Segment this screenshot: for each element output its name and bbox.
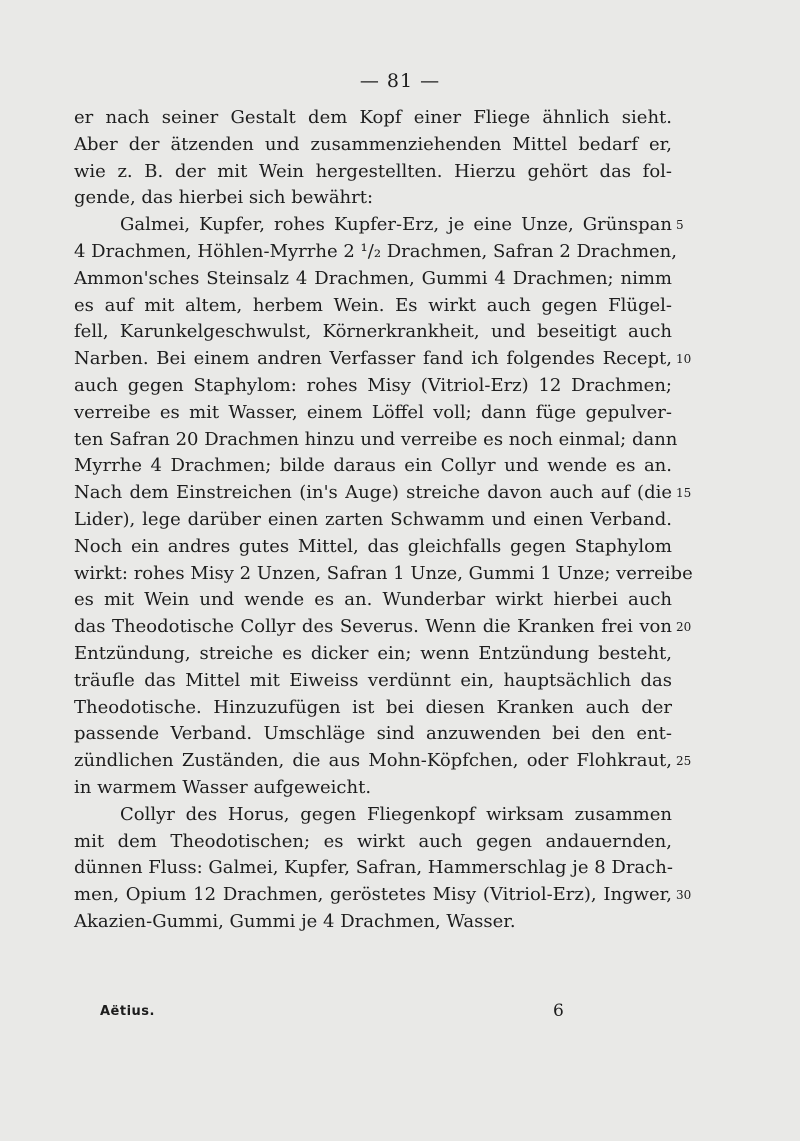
line-number: 5 <box>676 218 684 232</box>
footer-signature: Aëtius. <box>100 1004 155 1019</box>
text-line: Lider), lege darüber einen zarten Schwamm und einen Verband. <box>74 508 672 530</box>
text-line: es mit Wein und wende es an. Wunderbar wirkt hierbei auch <box>74 589 672 611</box>
text-line: mit dem Theodotischen; es wirkt auch gegen andauernden, <box>74 830 672 852</box>
text-line: 4 Drachmen, Höhlen-Myrrhe 2 ¹/₂ Drachmen, Safran 2 Drachmen, <box>74 240 677 262</box>
line-number: 20 <box>676 620 692 634</box>
line-number: 30 <box>676 888 692 902</box>
text-line: Noch ein andres gutes Mittel, das gleichfalls gegen Staphylom <box>74 535 672 557</box>
text-line: Aber der ätzenden und zusammenziehenden Mittel bedarf er, <box>74 133 672 155</box>
text-line: zündlichen Zuständen, die aus Mohn-Köpfchen, oder Flohkraut, <box>74 750 672 772</box>
text-line: dünnen Fluss: Galmei, Kupfer, Safran, Hammerschlag je 8 Drach- <box>74 857 673 879</box>
text-line: wie z. B. der mit Wein hergestellten. Hierzu gehört das fol- <box>74 160 672 182</box>
page-footer <box>0 1001 800 1034</box>
text-line: in warmem Wasser aufgeweicht. <box>74 776 372 798</box>
text-line: er nach seiner Gestalt dem Kopf einer Fliege ähnlich sieht. <box>74 107 672 128</box>
text-line: Entzündung, streiche es dicker ein; wenn Entzündung besteht, <box>74 642 672 664</box>
text-line: Narben. Bei einem andren Verfasser fand ich folgendes Recept, <box>74 348 672 370</box>
text-line: men, Opium 12 Drachmen, geröstetes Misy (Vitriol-Erz), Ingwer, <box>74 884 672 906</box>
text-line: fell, Karunkelgeschwulst, Körnerkrankheit, und beseitigt auch <box>74 321 672 343</box>
page-number: — 81 — <box>359 70 441 92</box>
sheet-number: 6 <box>553 1001 564 1021</box>
line-number: 10 <box>676 352 692 366</box>
line-number: 15 <box>676 486 692 500</box>
text-line: es auf mit altem, herbem Wein. Es wirkt auch gegen Flügel- <box>74 294 672 316</box>
text-line: träufle das Mittel mit Eiweiss verdünnt ein, hauptsächlich das <box>74 669 672 691</box>
line-number: 25 <box>676 754 692 768</box>
text-line: passende Verband. Umschläge sind anzuwenden bei den ent- <box>74 723 672 745</box>
text-line: wirkt: rohes Misy 2 Unzen, Safran 1 Unze, Gummi 1 Unze; verreibe <box>74 562 693 584</box>
text-line: verreibe es mit Wasser, einem Löffel voll; dann füge gepulver- <box>74 401 672 423</box>
text-line: Theodotische. Hinzuzufügen ist bei diesen Kranken auch der <box>74 696 672 718</box>
text-line: auch gegen Staphylom: rohes Misy (Vitriol-Erz) 12 Drachmen; <box>74 374 672 396</box>
text-line: gende, das hierbei sich bewährt: <box>74 187 374 209</box>
text-line: Collyr des Horus, gegen Fliegenkopf wirksam zusammen <box>120 803 672 825</box>
text-line: Myrrhe 4 Drachmen; bilde daraus ein Collyr und wende es an. <box>74 455 672 477</box>
text-line: Akazien-Gummi, Gummi je 4 Drachmen, Wasser. <box>74 910 516 932</box>
text-line: Nach dem Einstreichen (in's Auge) streiche davon auch auf (die <box>74 482 672 504</box>
text-line: Galmei, Kupfer, rohes Kupfer-Erz, je eine Unze, Grünspan <box>120 214 672 236</box>
text-line: das Theodotische Collyr des Severus. Wenn die Kranken frei von <box>74 616 672 638</box>
text-line: ten Safran 20 Drachmen hinzu und verreibe es noch einmal; dann <box>74 428 678 450</box>
text-line: Ammon'sches Steinsalz 4 Drachmen, Gummi 4 Drachmen; nimm <box>74 267 672 289</box>
